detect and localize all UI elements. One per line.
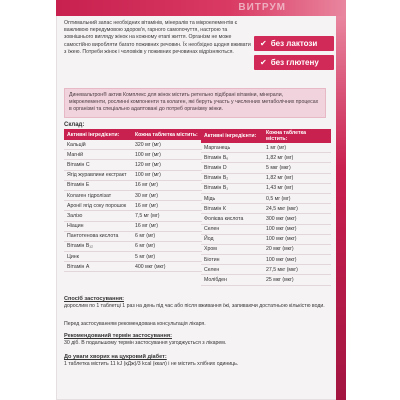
ingredient-amount: 1,82 мг (мг) [263,173,331,183]
diabetes-section [64,354,330,368]
table-row [64,150,202,160]
ingredient-name: Селен [201,224,263,234]
right-decor-stripe [336,16,346,400]
ghost-brand-text: ВИТРУМ [238,2,286,13]
duration-title: Рекомендований термін застосування: [64,333,172,339]
ingredient-amount: 30 мг (мг) [132,190,202,200]
ingredient-amount: 5 мкг (мкг) [263,163,331,173]
ingredient-name: Магній [64,150,132,160]
ingredient-name: Цинк [64,252,132,262]
table-body-left [64,140,202,272]
ingredient-amount: 400 мкг (мкг) [132,262,202,272]
ingredient-amount: 100 мг (мг) [132,170,202,180]
ingredient-amount: 100 мкг (мкг) [263,224,331,234]
consult-text: Перед застосуванням рекомендована консультація лікаря. [64,321,206,327]
ingredient-name: Вітамін Е [64,180,132,190]
table-row [201,244,331,254]
ingredient-name: Вітамін B₂ [201,173,263,183]
ingredient-amount: 100 мкг (мкг) [263,255,331,265]
ingredient-amount: 120 мг (мг) [132,160,202,170]
table-header-row [201,129,331,143]
ingredient-name: Мідь [201,193,263,203]
composition-table-left [64,129,202,272]
table-row [201,224,331,234]
table-row [64,252,202,262]
table-row [64,231,202,241]
table-row [201,234,331,244]
table-row [201,143,331,153]
col-per-tablet: Кожна таблетка містить: [132,129,202,140]
ingredient-amount: 7,5 мг (мг) [132,211,202,221]
ingredient-name: Ніацин [64,221,132,231]
ingredient-amount: 5 мг (мг) [132,252,202,262]
ingredient-amount: 6 мг (мг) [132,231,202,241]
table-row [64,241,202,251]
table-row [64,211,202,221]
ingredient-amount: 16 мг (мг) [132,221,202,231]
ingredient-name: Ягід журавлини екстракт [64,170,132,180]
table-row [201,163,331,173]
ingredient-amount: 100 мг (мг) [132,150,202,160]
ingredient-name: Біотин [201,255,263,265]
table-row [64,180,202,190]
ingredient-name: Хром [201,244,263,254]
table-row [64,170,202,180]
ingredient-amount: 300 мкг (мкг) [263,214,331,224]
table-row [64,262,202,272]
ingredient-name: Марганець [201,143,263,153]
check-icon: ✔ [260,39,267,48]
table-row [64,190,202,200]
top-brand-strip [56,0,346,16]
ingredient-name: Вітамін B₁₂ [64,241,132,251]
table-row [64,140,202,150]
duration-text: 30 діб. В подальшому термін застосування узгоджується з лікарем. [64,340,227,346]
intro-paragraph: Оптимальний запас необхідних вітамінів, мінералів та мікроелементів є важливою передумовою здоров'я, гарного самопочуття, настрою та зовнішнього вигляду жінок на кожному етапі життя. Організм не може самостійно виробляти багато поживних речовин. Їх необхідно щодня вживати з їжею. Потреби жінок і чоловіків у поживних речовинах відрізняються. [64,20,251,55]
table-row [64,160,202,170]
ingredient-amount: 27,5 мкг (мкг) [263,265,331,275]
ingredient-name: Вітамін К [201,204,263,214]
ingredient-name: Пантотенова кислота [64,231,132,241]
ingredient-amount: 24,5 мкг (мкг) [263,204,331,214]
table-row [64,201,202,211]
duration-section [64,333,330,347]
table-row [201,255,331,265]
ingredient-amount: 1 мг (мг) [263,143,331,153]
table-body-right [201,143,331,285]
composition-title: Склад: [64,122,85,128]
col-ingredients: Активні інгредієнти: [64,129,132,140]
ingredient-name: Залізо [64,211,132,221]
table-row [201,183,331,193]
gluten-free-badge [254,55,334,70]
ingredient-name: Вітамін D [201,163,263,173]
ingredient-name: Селен [201,265,263,275]
diabetes-title: До уваги хворих на цукровий діабет: [64,354,167,360]
table-row [201,204,331,214]
package-back-panel [56,0,346,400]
ingredient-name: Молібден [201,275,263,285]
ingredient-amount: 1,82 мг (мг) [263,153,331,163]
ingredient-name: Вітамін B₆ [201,153,263,163]
table-row [201,214,331,224]
ingredient-amount: 16 мг (мг) [132,201,202,211]
ingredient-name: Вітамін B₁ [201,183,263,193]
ingredient-amount: 6 мг (мг) [132,241,202,251]
ingredient-name: Аронії ягід соку порошок [64,201,132,211]
lactose-free-badge [254,36,334,51]
ingredient-name: Фолієва кислота [201,214,263,224]
ingredient-amount: 25 мкг (мкг) [263,275,331,285]
composition-table-right [201,129,331,286]
diabetes-text: 1 таблетка містить 11 kJ (кДж)/3 kcal (ккал) і не містить хлібних одиниць. [64,361,239,367]
usage-section [64,296,330,310]
table-row [201,265,331,275]
ingredient-name: Вітамін С [64,160,132,170]
table-row [64,221,202,231]
product-description-box: Диневальтрон® актив Комплекс для жінок містить ретельно підібрані вітаміни, мінерали, мікроелементи, рослинні компоненти та колаген, які беруть участь у численних метаболічних процесах в організмі та спеціально адаптовані до потреб організму жінки. [64,88,326,118]
table-row [201,153,331,163]
badge-label: без глютену [270,58,319,67]
ingredient-amount: 320 мг (мг) [132,140,202,150]
ingredient-name: Колаген гідролізат [64,190,132,200]
col-per-tablet: Кожна таблетка містить: [263,129,331,143]
ingredient-amount: 16 мг (мг) [132,180,202,190]
ingredient-amount: 1,43 мг (мг) [263,183,331,193]
table-header-row [64,129,202,140]
ingredient-amount: 0,5 мг (мг) [263,193,331,203]
ingredient-name: Вітамін А [64,262,132,272]
col-ingredients: Активні інгредієнти: [201,129,263,143]
usage-title: Спосіб застосування: [64,296,124,302]
ingredient-amount: 100 мкг (мкг) [263,234,331,244]
ingredient-amount: 20 мкг (мкг) [263,244,331,254]
table-row [201,193,331,203]
ingredient-name: Йод [201,234,263,244]
table-row [201,275,331,285]
ingredient-name: Кальцій [64,140,132,150]
check-icon: ✔ [260,58,267,67]
badge-label: без лактози [270,39,318,48]
table-row [201,173,331,183]
usage-text: дорослим по 1 таблетці 1 раз на день під час або після вживання їжі, запиваючи достатньою кількістю води. [64,303,325,309]
badges [254,36,334,74]
